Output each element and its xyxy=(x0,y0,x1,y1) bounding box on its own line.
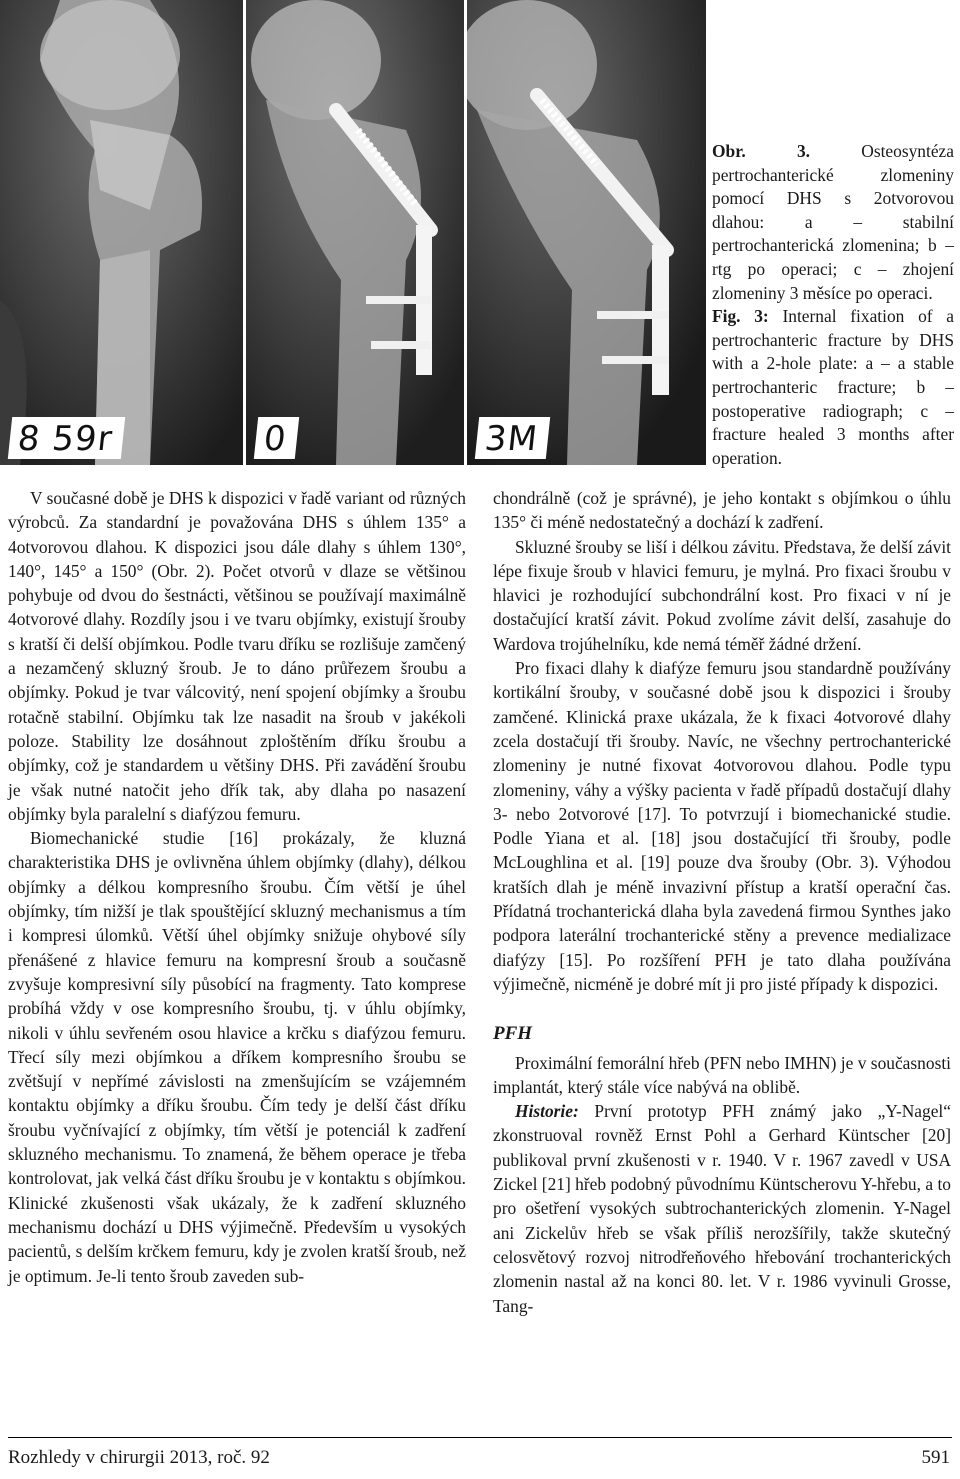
section-heading: PFH xyxy=(493,1023,533,1045)
panel-label-c: 3M xyxy=(475,417,550,459)
xray-panel-a xyxy=(0,0,243,465)
caption-en-label: Fig. 3: xyxy=(712,306,769,327)
page-number: 591 xyxy=(921,1447,950,1468)
figure-caption xyxy=(712,140,954,470)
paragraph: Proximální femorální hřeb (PFN nebo IMHN) je v současnosti implantát, který stále více nabývá na oblibě. xyxy=(493,1052,951,1097)
xray-panel-b xyxy=(246,0,464,465)
xray-panel-c xyxy=(467,0,706,465)
xray-femur-fracture-icon xyxy=(0,0,243,465)
caption-cz-label: Obr. 3. xyxy=(712,141,810,161)
caption-cz-text: Osteosyntéza pertrochanterické zlomeniny pomocí DHS s 2otvorovou dlahou: a – stabilní pertrochanterická zlomenina; b – rtg po operaci; c – zhojení zlomeniny 3 měsíce po operaci. xyxy=(712,141,954,303)
footer-divider xyxy=(8,1437,952,1438)
panel-label-a: 8 59r xyxy=(8,417,125,459)
paragraph: V současné době je DHS k dispozici v řadě variant od různých výrobců. Za standardní je považována DHS s úhlem 135° a 4otvorovou dlahou. K dispozici jsou dále dlahy s úhlem 130°, 140°, 145° a 150° (Obr. 2). Počet otvorů v dlaze se většinou pohybuje od dvou do šestnácti, většinou se používají maximálně 4otvorové dlahy. Rozdíly jsou i ve tvaru objímky, existují šrouby s kratší či delší objímkou. Podle tvaru dříku se rozlišuje zamčený a nezamčený skluzný šroub. Je to dáno průřezem šroubu a objímky. Pokud je tvar válcovitý, není spojení objímky a šroubu rotačně stabilní. Objímku tak lze nasadit na šroub v jakékoli poloze. Stability lze dosáhnout zploštěním dříku šroubu a objímky, což je standardem u většiny DHS. Při zavádění šroubu je však nutné natočit jeho dřík tak, aby dlaha po nasazení objímky byla paralelní s diafýzou femuru. xyxy=(8,488,466,824)
paragraph: Biomechanické studie [16] prokázaly, že kluzná charakteristika DHS je ovlivněna úhlem objímky (dlahy), délkou objímky a délkou kompresního šroubu. Čím větší je úhel objímky, tím nižší je tlak spouštějící skluzný mechanismus a tím i kompresi úlomků. Větší úhel objímky snižuje ohybové síly přenášené z hlavice femuru na kompresní šroub a současně zvyšuje kompresivní síly působící na fragmenty. Tato komprese probíhá vždy v ose kompresního šroubu, tj. v úhlu objímky, nikoli v úhlu sevřeném osou hlavice a krčku s diafýzou femuru. Třecí síly mezi objímkou a dříkem kompresního šroubu se zvětšují v nepřímé závislosti na zmenšujícím se vzájemném kontaktu objímky a dříku šroubu. Čím tedy je delší část dříku šroubu vyčnívající z objímky, tím větší je potenciál k zadření skluzného mechanismu. To znamená, že během operace je třeba kontrolovat, jak velká část dříku šroubu je v kontaktu s objímkou. Klinické zkušenosti však ukázaly, že k zadření skluzného mechanismu dochází u DHS výjimečně. Především u vysokých pacientů, s delším krčkem femuru, kdy je zvolen kratší šroub, než je optimum. Je-li tento šroub zaveden sub- xyxy=(8,828,466,1286)
paragraph: Pro fixaci dlahy k diafýze femuru jsou standardně používány kortikální šrouby, v současné době jsou k dispozici i šrouby zamčené. Klinická praxe ukázala, že k fixaci 4otvorové dlahy zcela dostačují tři šrouby. Navíc, ne všechny pertrochanterické zlomeniny je nutné fixovat 4otvorovou dlahou. Podle typu zlomeniny, váhy a výšky pacienta v řadě případů dostačují dlahy 3- nebo 2otvorové [17]. To potvrzují i biomechanické studie. Podle Yiana et al. [18] jsou dostačující tři šrouby, podle McLoughlina et al. [19] pouze dva šrouby (Obr. 3). Výhodou kratších dlah je méně invazivní přístup a kratší operační čas. Přídatná trochanterická dlaha byla zavedená firmou Synthes jako podpora laterální trochanterické stěny a prevence medializace diafýzy [15]. Po rozšíření PFH je tato dlaha používána výjimečně, nicméně je dobré mít ji pro jisté případy k dispozici. xyxy=(493,658,951,994)
journal-citation: Rozhledy v chirurgii 2013, roč. 92 xyxy=(8,1447,270,1468)
panel-label-b: 0 xyxy=(254,417,299,459)
paragraph-history xyxy=(493,1099,951,1318)
caption-en-text: Internal fixation of a pertrochanteric fracture by DHS with a 2-hole plate: a – a stable pertrochanteric fracture; b – postoperative radiograph; c – fracture healed 3 months after operation. xyxy=(712,306,954,468)
history-text: První prototyp PFH známý jako „Y-Nagel“ zkonstruoval rovněž Ernst Pohl a Gerhard Küntscher [20] publikoval první zkušenosti v r. 1940. V r. 1967 zavedl v USA Zickel [21] hřeb podobný původnímu Küntscherovu Y-hřebu, a to pro ošetření vysokých subtrochanterických zlomenin. Y-Nagel ani Zickelův hřeb se však příliš nerozšířily, takže skutečný celosvětový rozvoj nitrodřeňového hřebování trochanterických zlomenin nastal až na konci 80. let. V r. 1986 vyvinuli Grosse, Tang- xyxy=(493,1101,951,1316)
paragraph: Skluzné šrouby se liší i délkou závitu. Představa, že delší závit lépe fixuje šroub v hlavici femuru, je mylná. Pro fixaci šroubu v hlavici je rozhodující subchondrální kost. Pro fixaci v ní je dostačující kratší závit. Pokud zvolíme závit delší, zasahuje do Wardova trojúhelníku, kde nemá téměř žádné držení. xyxy=(493,536,951,654)
paragraph: chondrálně (což je správné), je jeho kontakt s objímkou o úhlu 135° či méně nedostatečný a dochází k zadření. xyxy=(493,488,951,533)
xray-femur-healed-icon xyxy=(467,0,706,465)
body-column-left xyxy=(8,486,466,1288)
xray-femur-dhs-plate-icon xyxy=(246,0,464,465)
body-column-right xyxy=(493,486,951,1318)
history-heading: Historie: xyxy=(515,1101,579,1122)
